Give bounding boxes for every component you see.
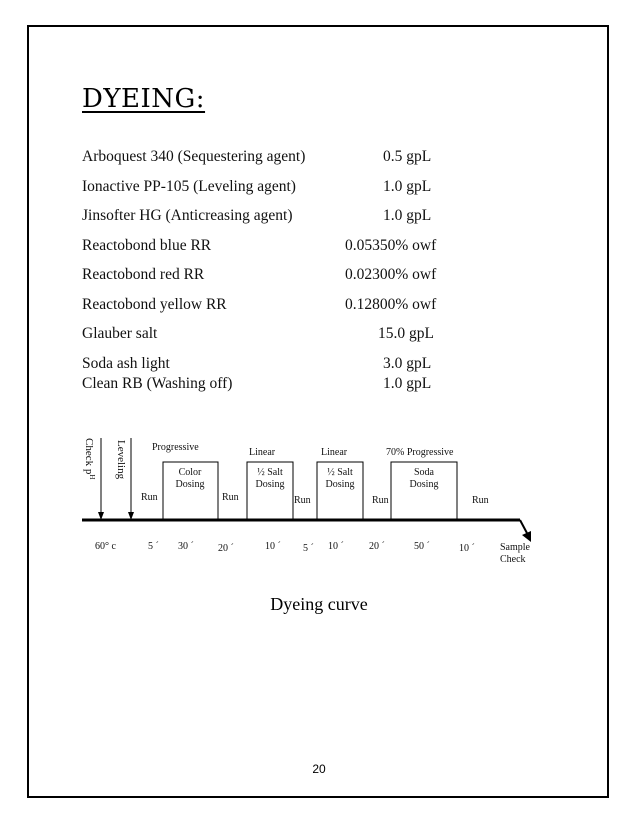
leveling-label: Leveling bbox=[115, 440, 127, 480]
chemical-name: Arboquest 340 (Sequestering agent) bbox=[82, 148, 306, 165]
chemical-amount: 1.0 gpL bbox=[383, 375, 432, 392]
chemical-name: Reactobond red RR bbox=[82, 266, 205, 283]
time-label: 20 ´ bbox=[369, 541, 385, 552]
dosing-label: ½ Salt bbox=[327, 467, 353, 478]
mode-label: Progressive bbox=[152, 442, 199, 453]
chemical-amount: 0.05350% owf bbox=[345, 237, 437, 254]
chemical-name: Jinsofter HG (Anticreasing agent) bbox=[82, 207, 293, 224]
chemical-amount: 1.0 gpL bbox=[383, 207, 432, 224]
check-ph-label: Check $p^H$ bbox=[83, 438, 96, 480]
time-label: 10 ´ bbox=[459, 543, 475, 554]
figure-caption: Dyeing curve bbox=[270, 594, 368, 614]
time-label: 5 ´ bbox=[303, 543, 314, 554]
chemical-amount: 0.02300% owf bbox=[345, 266, 437, 283]
dosing-label: Dosing bbox=[325, 479, 355, 490]
run-label: Run bbox=[222, 492, 239, 503]
sample-check-label: Check bbox=[500, 554, 526, 565]
time-label: 10 ´ bbox=[265, 541, 281, 552]
chemical-name: Soda ash light bbox=[82, 355, 170, 372]
time-label: 20 ´ bbox=[218, 543, 234, 554]
dosing-label: Dosing bbox=[255, 479, 285, 490]
mode-label: Linear bbox=[321, 447, 348, 458]
dosing-label: Dosing bbox=[409, 479, 439, 490]
dosing-label: Dosing bbox=[175, 479, 205, 490]
run-label: Run bbox=[472, 495, 489, 506]
chemical-name: Reactobond blue RR bbox=[82, 237, 212, 254]
chemical-amount: 3.0 gpL bbox=[383, 355, 432, 372]
mode-label: Linear bbox=[249, 447, 276, 458]
run-label: Run bbox=[372, 495, 389, 506]
mode-label: 70% Progressive bbox=[386, 447, 454, 458]
chemical-amount: 0.12800% owf bbox=[345, 296, 437, 313]
chemical-amount: 1.0 gpL bbox=[383, 178, 432, 195]
sample-check-label: Sample bbox=[500, 542, 530, 553]
time-label: 5 ´ bbox=[148, 541, 159, 552]
dosing-label: ½ Salt bbox=[257, 467, 283, 478]
time-label: 60° c bbox=[95, 541, 116, 552]
run-label: Run bbox=[294, 495, 311, 506]
time-label: 30 ´ bbox=[178, 541, 194, 552]
time-label: 50 ´ bbox=[414, 541, 430, 552]
section-heading: DYEING: bbox=[82, 84, 206, 114]
chemical-amount: 0.5 gpL bbox=[383, 148, 432, 165]
curve-end-slope bbox=[520, 520, 528, 535]
chemical-amount: 15.0 gpL bbox=[378, 325, 434, 342]
time-label: 10 ´ bbox=[328, 541, 344, 552]
dosing-label: Color bbox=[178, 467, 202, 478]
chemical-name: Ionactive PP-105 (Leveling agent) bbox=[82, 178, 296, 195]
run-label: Run bbox=[141, 492, 158, 503]
chemical-name: Reactobond yellow RR bbox=[82, 296, 227, 313]
dosing-label: Soda bbox=[414, 467, 434, 478]
chemical-name: Clean RB (Washing off) bbox=[82, 375, 233, 392]
chemical-name: Glauber salt bbox=[82, 325, 158, 342]
page-number: 20 bbox=[312, 762, 326, 776]
